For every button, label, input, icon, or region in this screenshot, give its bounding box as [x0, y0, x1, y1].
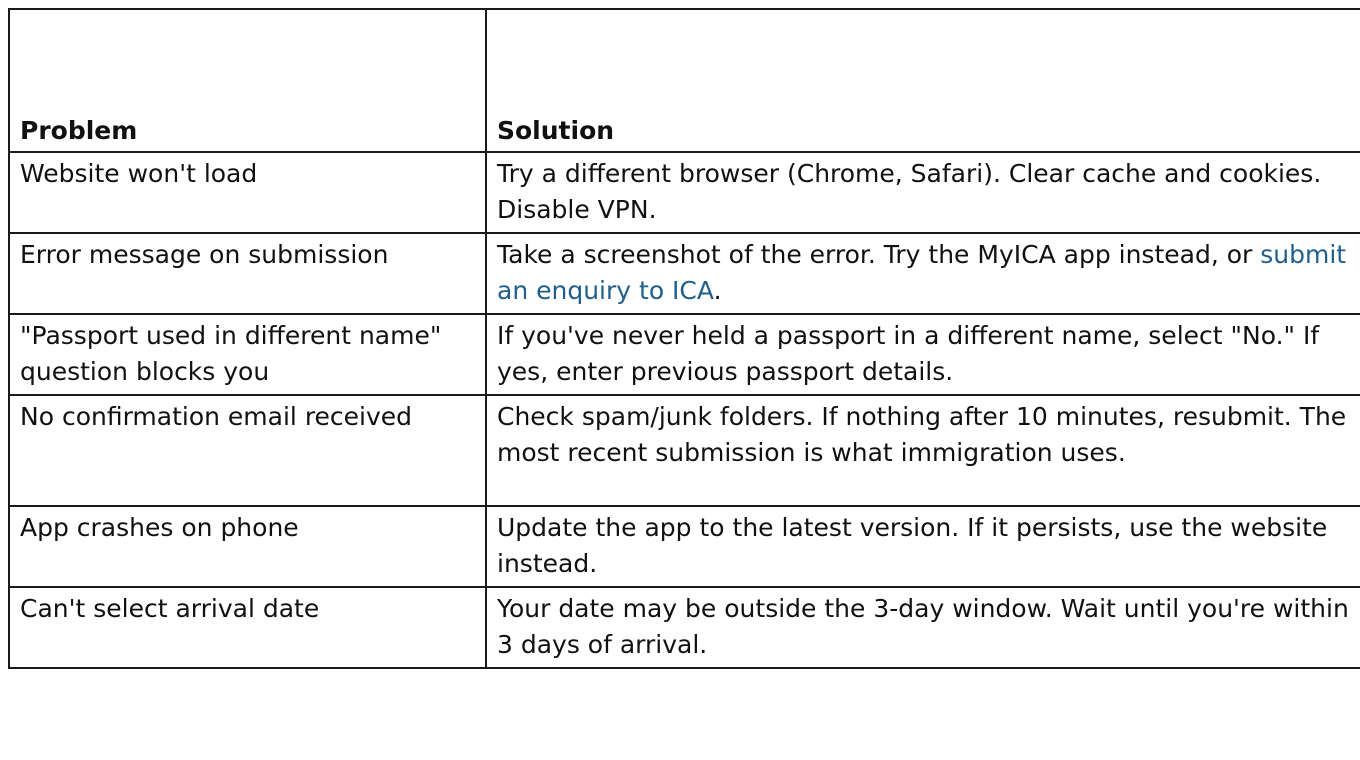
solution-text-end: .	[713, 276, 722, 305]
solution-cell: Try a different browser (Chrome, Safari). Clear cache and cookies. Disable VPN.	[486, 152, 1360, 233]
table-row	[9, 506, 1360, 587]
problem-cell: "Passport used in different name" question blocks you	[9, 314, 486, 395]
submit-enquiry-link[interactable]: submit an enquiry to ICA	[497, 240, 1347, 305]
table-row	[9, 395, 1360, 506]
table-row	[9, 152, 1360, 233]
solution-cell	[486, 233, 1360, 314]
problem-cell: Website won't load	[9, 152, 486, 233]
problem-cell: Error message on submission	[9, 233, 486, 314]
column-header-solution: Solution	[486, 9, 1360, 152]
solution-text: Take a screenshot of the error. Try the MyICA app instead, or	[497, 240, 1261, 269]
column-header-problem: Problem	[9, 9, 486, 152]
problem-cell: App crashes on phone	[9, 506, 486, 587]
problem-cell: No confirmation email received	[9, 395, 486, 506]
table-row	[9, 314, 1360, 395]
problem-cell: Can't select arrival date	[9, 587, 486, 668]
table-row	[9, 233, 1360, 314]
solution-cell: Check spam/junk folders. If nothing after 10 minutes, resubmit. The most recent submission is what immigration uses.	[486, 395, 1360, 506]
troubleshooting-table	[8, 8, 1360, 669]
solution-cell: Your date may be outside the 3-day window. Wait until you're within 3 days of arrival.	[486, 587, 1360, 668]
table-row	[9, 587, 1360, 668]
table-header-row	[9, 9, 1360, 152]
solution-cell: Update the app to the latest version. If it persists, use the website instead.	[486, 506, 1360, 587]
solution-cell: If you've never held a passport in a different name, select "No." If yes, enter previous passport details.	[486, 314, 1360, 395]
